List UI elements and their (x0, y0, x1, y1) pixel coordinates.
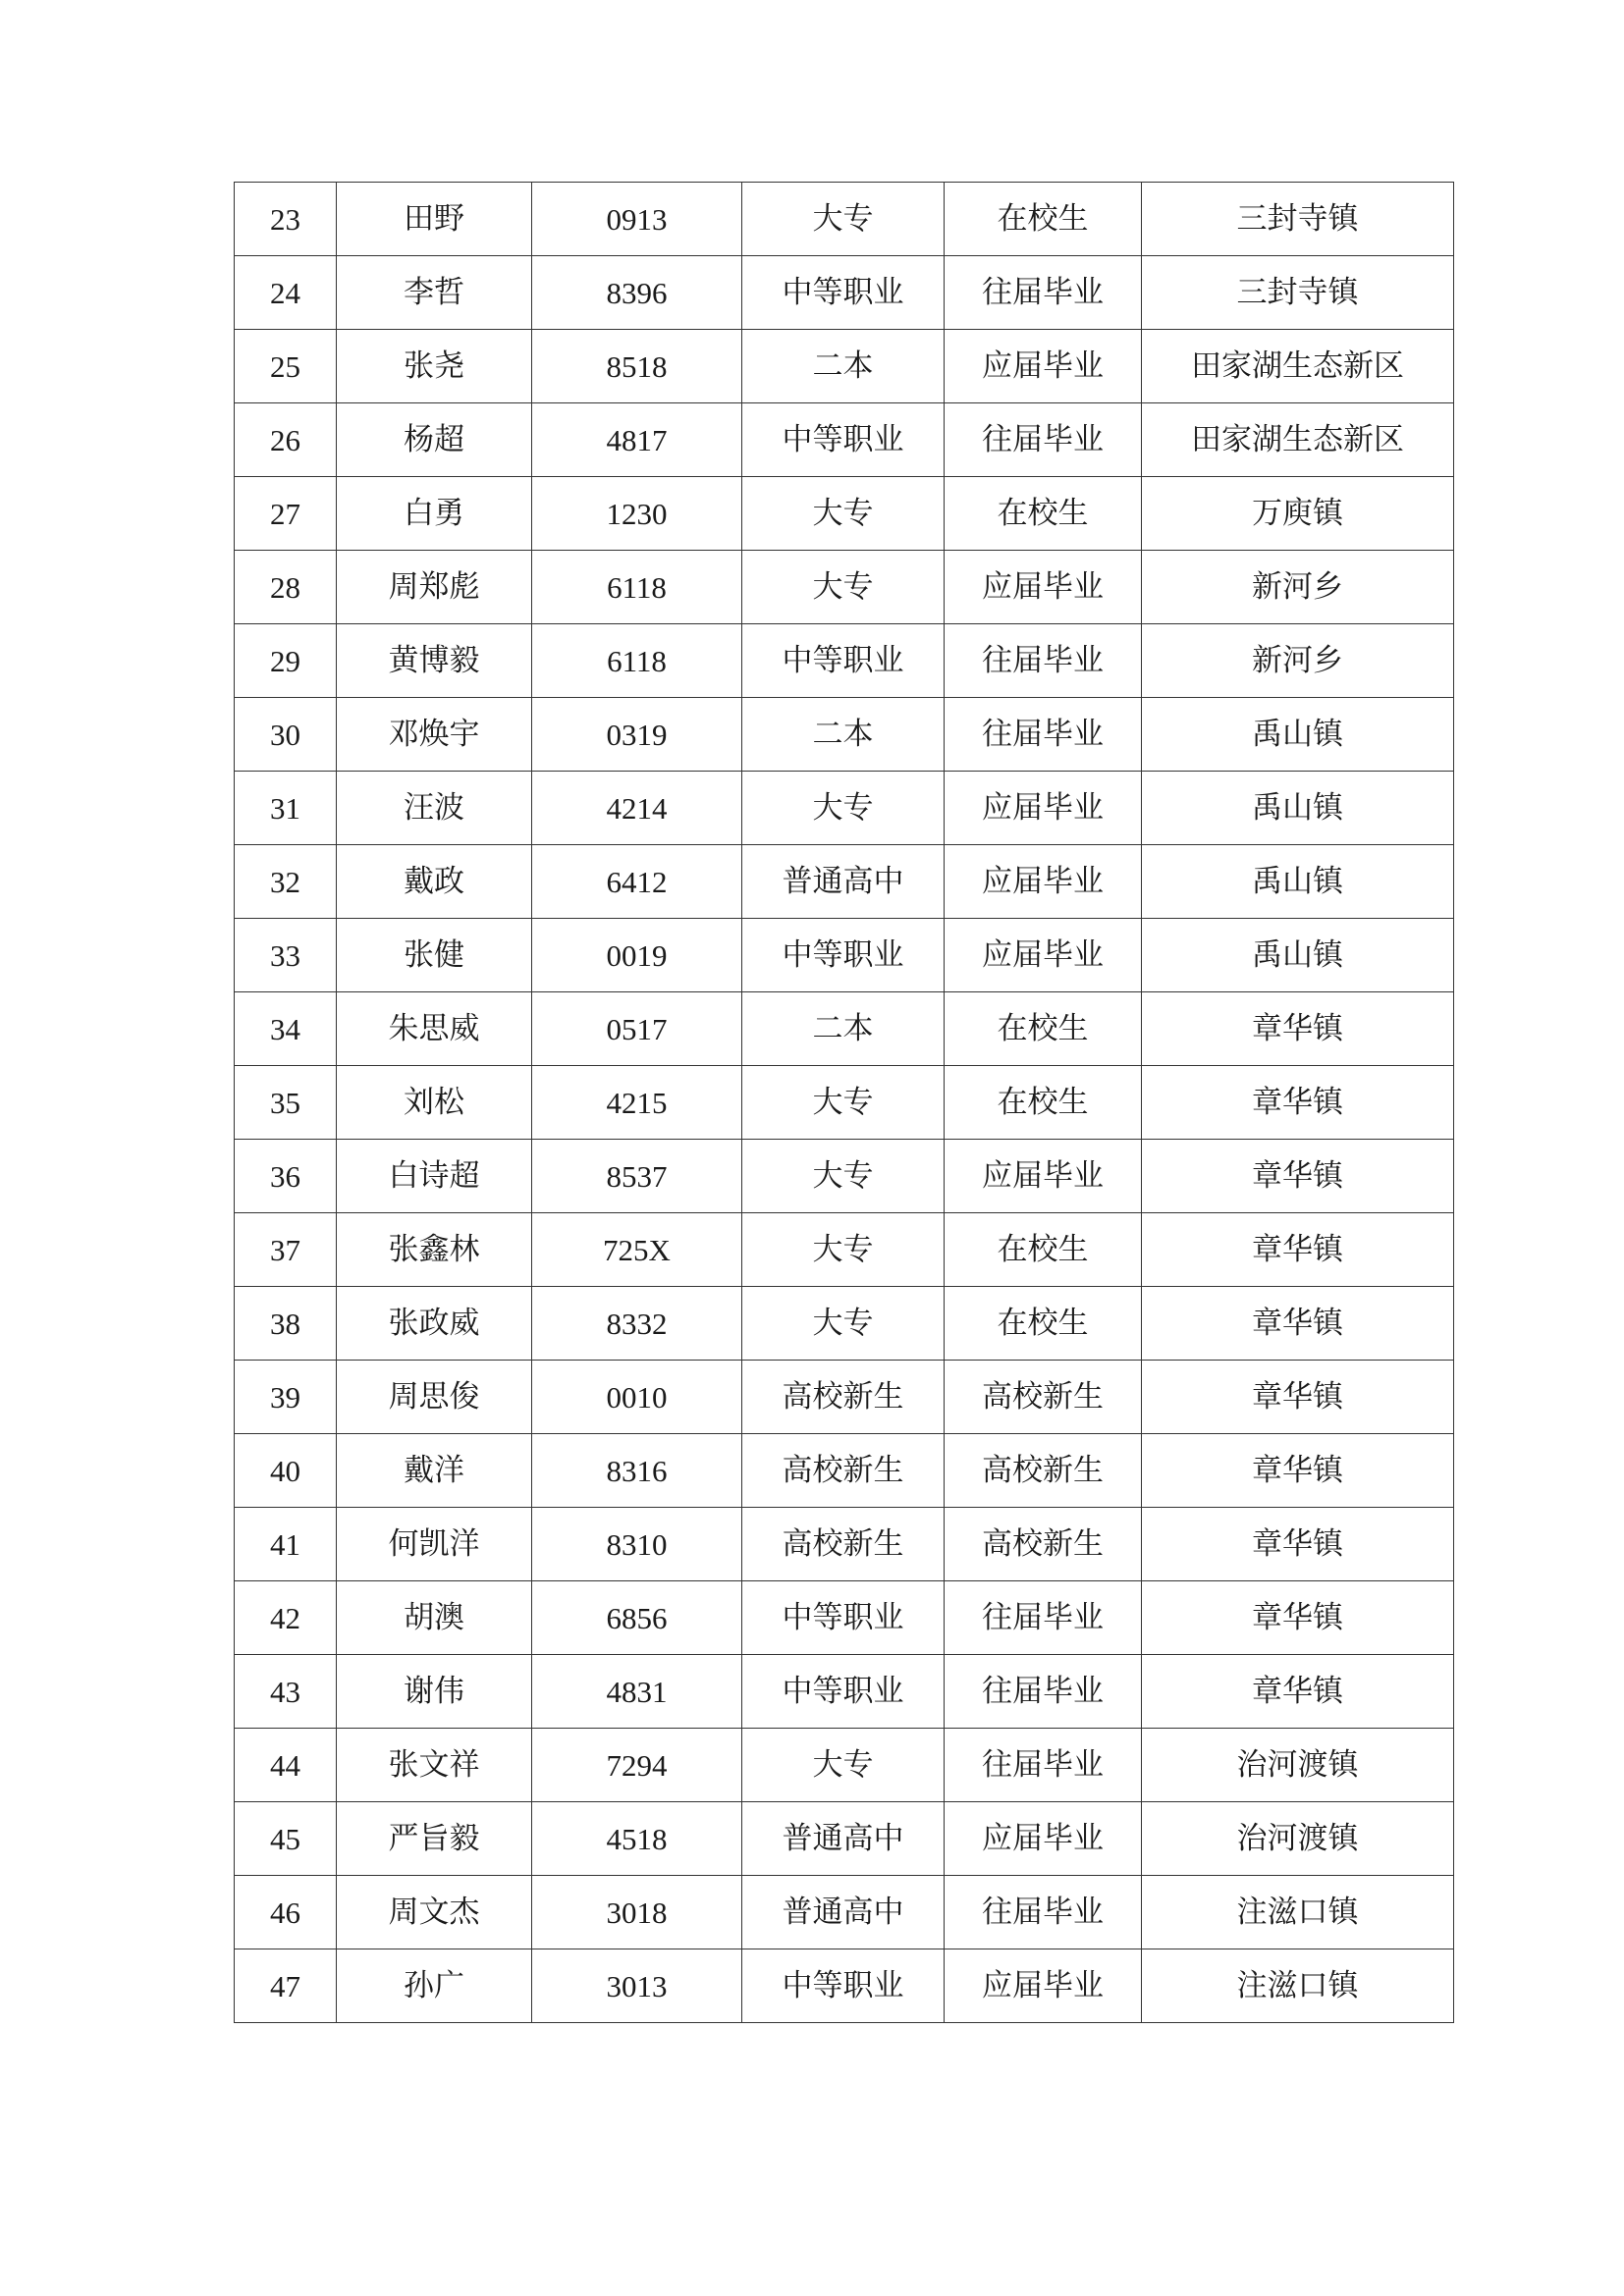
education-cell: 中等职业 (742, 1949, 945, 2023)
table-row (235, 1287, 1454, 1361)
education-cell: 高校新生 (742, 1508, 945, 1581)
name-cell: 刘松 (337, 1066, 532, 1140)
row-index-cell: 33 (235, 919, 337, 992)
table-row (235, 256, 1454, 330)
row-index-cell: 40 (235, 1434, 337, 1508)
table-row (235, 1729, 1454, 1802)
education-cell: 大专 (742, 183, 945, 256)
table-row (235, 1140, 1454, 1213)
row-index-cell: 46 (235, 1876, 337, 1949)
row-index-cell: 24 (235, 256, 337, 330)
location-cell: 禹山镇 (1142, 919, 1454, 992)
status-cell: 应届毕业 (945, 1949, 1142, 2023)
table-row (235, 1949, 1454, 2023)
row-index-cell: 37 (235, 1213, 337, 1287)
row-index-cell: 26 (235, 403, 337, 477)
education-cell: 中等职业 (742, 919, 945, 992)
name-cell: 李哲 (337, 256, 532, 330)
row-index-cell: 28 (235, 551, 337, 624)
location-cell: 章华镇 (1142, 1066, 1454, 1140)
education-cell: 大专 (742, 1287, 945, 1361)
name-cell: 张政威 (337, 1287, 532, 1361)
id-suffix-cell: 6856 (532, 1581, 742, 1655)
table-row (235, 1655, 1454, 1729)
status-cell: 应届毕业 (945, 1802, 1142, 1876)
name-cell: 黄博毅 (337, 624, 532, 698)
row-index-cell: 39 (235, 1361, 337, 1434)
status-cell: 高校新生 (945, 1361, 1142, 1434)
row-index-cell: 31 (235, 772, 337, 845)
education-cell: 高校新生 (742, 1361, 945, 1434)
location-cell: 注滋口镇 (1142, 1949, 1454, 2023)
education-cell: 二本 (742, 992, 945, 1066)
education-cell: 中等职业 (742, 403, 945, 477)
status-cell: 应届毕业 (945, 919, 1142, 992)
row-index-cell: 35 (235, 1066, 337, 1140)
status-cell: 在校生 (945, 183, 1142, 256)
status-cell: 往届毕业 (945, 1655, 1142, 1729)
id-suffix-cell: 4215 (532, 1066, 742, 1140)
status-cell: 往届毕业 (945, 1581, 1142, 1655)
education-cell: 二本 (742, 330, 945, 403)
name-cell: 邓焕宇 (337, 698, 532, 772)
id-suffix-cell: 8537 (532, 1140, 742, 1213)
location-cell: 三封寺镇 (1142, 183, 1454, 256)
table-row (235, 1508, 1454, 1581)
education-cell: 中等职业 (742, 1655, 945, 1729)
name-cell: 张健 (337, 919, 532, 992)
id-suffix-cell: 0517 (532, 992, 742, 1066)
table-row (235, 1434, 1454, 1508)
name-cell: 谢伟 (337, 1655, 532, 1729)
roster-table-body (235, 183, 1454, 2023)
education-cell: 大专 (742, 1066, 945, 1140)
row-index-cell: 34 (235, 992, 337, 1066)
table-row (235, 1581, 1454, 1655)
status-cell: 往届毕业 (945, 1729, 1142, 1802)
table-row (235, 624, 1454, 698)
location-cell: 章华镇 (1142, 1361, 1454, 1434)
row-index-cell: 41 (235, 1508, 337, 1581)
id-suffix-cell: 0019 (532, 919, 742, 992)
id-suffix-cell: 3013 (532, 1949, 742, 2023)
name-cell: 何凯洋 (337, 1508, 532, 1581)
location-cell: 章华镇 (1142, 1508, 1454, 1581)
id-suffix-cell: 6118 (532, 551, 742, 624)
id-suffix-cell: 4831 (532, 1655, 742, 1729)
table-row (235, 403, 1454, 477)
education-cell: 高校新生 (742, 1434, 945, 1508)
row-index-cell: 29 (235, 624, 337, 698)
id-suffix-cell: 4518 (532, 1802, 742, 1876)
location-cell: 禹山镇 (1142, 845, 1454, 919)
id-suffix-cell: 8518 (532, 330, 742, 403)
id-suffix-cell: 8396 (532, 256, 742, 330)
id-suffix-cell: 6118 (532, 624, 742, 698)
education-cell: 大专 (742, 772, 945, 845)
status-cell: 应届毕业 (945, 1140, 1142, 1213)
location-cell: 禹山镇 (1142, 772, 1454, 845)
education-cell: 中等职业 (742, 256, 945, 330)
row-index-cell: 42 (235, 1581, 337, 1655)
id-suffix-cell: 8316 (532, 1434, 742, 1508)
row-index-cell: 44 (235, 1729, 337, 1802)
table-row (235, 1213, 1454, 1287)
table-row (235, 919, 1454, 992)
status-cell: 往届毕业 (945, 403, 1142, 477)
location-cell: 注滋口镇 (1142, 1876, 1454, 1949)
education-cell: 二本 (742, 698, 945, 772)
location-cell: 田家湖生态新区 (1142, 330, 1454, 403)
status-cell: 应届毕业 (945, 772, 1142, 845)
row-index-cell: 43 (235, 1655, 337, 1729)
location-cell: 章华镇 (1142, 1140, 1454, 1213)
status-cell: 往届毕业 (945, 698, 1142, 772)
location-cell: 章华镇 (1142, 992, 1454, 1066)
id-suffix-cell: 0913 (532, 183, 742, 256)
location-cell: 治河渡镇 (1142, 1802, 1454, 1876)
education-cell: 大专 (742, 477, 945, 551)
name-cell: 白勇 (337, 477, 532, 551)
id-suffix-cell: 6412 (532, 845, 742, 919)
education-cell: 大专 (742, 551, 945, 624)
id-suffix-cell: 8332 (532, 1287, 742, 1361)
status-cell: 往届毕业 (945, 624, 1142, 698)
location-cell: 章华镇 (1142, 1655, 1454, 1729)
name-cell: 白诗超 (337, 1140, 532, 1213)
id-suffix-cell: 4817 (532, 403, 742, 477)
location-cell: 万庾镇 (1142, 477, 1454, 551)
id-suffix-cell: 4214 (532, 772, 742, 845)
education-cell: 普通高中 (742, 845, 945, 919)
name-cell: 杨超 (337, 403, 532, 477)
education-cell: 大专 (742, 1729, 945, 1802)
status-cell: 往届毕业 (945, 1876, 1142, 1949)
row-index-cell: 38 (235, 1287, 337, 1361)
row-index-cell: 47 (235, 1949, 337, 2023)
row-index-cell: 25 (235, 330, 337, 403)
row-index-cell: 27 (235, 477, 337, 551)
location-cell: 新河乡 (1142, 624, 1454, 698)
status-cell: 高校新生 (945, 1508, 1142, 1581)
name-cell: 胡澳 (337, 1581, 532, 1655)
education-cell: 大专 (742, 1140, 945, 1213)
education-cell: 大专 (742, 1213, 945, 1287)
name-cell: 张尧 (337, 330, 532, 403)
education-cell: 中等职业 (742, 624, 945, 698)
table-row (235, 772, 1454, 845)
table-row (235, 1876, 1454, 1949)
table-row (235, 992, 1454, 1066)
table-row (235, 1066, 1454, 1140)
row-index-cell: 30 (235, 698, 337, 772)
row-index-cell: 45 (235, 1802, 337, 1876)
location-cell: 章华镇 (1142, 1213, 1454, 1287)
table-row (235, 1802, 1454, 1876)
id-suffix-cell: 8310 (532, 1508, 742, 1581)
name-cell: 田野 (337, 183, 532, 256)
status-cell: 在校生 (945, 1287, 1142, 1361)
location-cell: 章华镇 (1142, 1581, 1454, 1655)
table-row (235, 551, 1454, 624)
location-cell: 三封寺镇 (1142, 256, 1454, 330)
table-row (235, 330, 1454, 403)
id-suffix-cell: 0010 (532, 1361, 742, 1434)
table-row (235, 183, 1454, 256)
name-cell: 汪波 (337, 772, 532, 845)
status-cell: 在校生 (945, 1213, 1142, 1287)
name-cell: 周思俊 (337, 1361, 532, 1434)
name-cell: 戴洋 (337, 1434, 532, 1508)
id-suffix-cell: 725X (532, 1213, 742, 1287)
name-cell: 周文杰 (337, 1876, 532, 1949)
location-cell: 治河渡镇 (1142, 1729, 1454, 1802)
table-row (235, 845, 1454, 919)
name-cell: 戴政 (337, 845, 532, 919)
location-cell: 新河乡 (1142, 551, 1454, 624)
row-index-cell: 36 (235, 1140, 337, 1213)
status-cell: 在校生 (945, 1066, 1142, 1140)
name-cell: 朱思威 (337, 992, 532, 1066)
id-suffix-cell: 3018 (532, 1876, 742, 1949)
status-cell: 在校生 (945, 992, 1142, 1066)
name-cell: 周郑彪 (337, 551, 532, 624)
location-cell: 章华镇 (1142, 1434, 1454, 1508)
education-cell: 中等职业 (742, 1581, 945, 1655)
status-cell: 往届毕业 (945, 256, 1142, 330)
table-row (235, 477, 1454, 551)
status-cell: 高校新生 (945, 1434, 1142, 1508)
education-cell: 普通高中 (742, 1876, 945, 1949)
location-cell: 章华镇 (1142, 1287, 1454, 1361)
name-cell: 张鑫林 (337, 1213, 532, 1287)
education-cell: 普通高中 (742, 1802, 945, 1876)
status-cell: 在校生 (945, 477, 1142, 551)
location-cell: 田家湖生态新区 (1142, 403, 1454, 477)
table-row (235, 698, 1454, 772)
status-cell: 应届毕业 (945, 330, 1142, 403)
status-cell: 应届毕业 (945, 845, 1142, 919)
id-suffix-cell: 1230 (532, 477, 742, 551)
row-index-cell: 32 (235, 845, 337, 919)
location-cell: 禹山镇 (1142, 698, 1454, 772)
name-cell: 孙广 (337, 1949, 532, 2023)
roster-table (234, 182, 1454, 2023)
name-cell: 张文祥 (337, 1729, 532, 1802)
status-cell: 应届毕业 (945, 551, 1142, 624)
table-row (235, 1361, 1454, 1434)
id-suffix-cell: 0319 (532, 698, 742, 772)
id-suffix-cell: 7294 (532, 1729, 742, 1802)
name-cell: 严旨毅 (337, 1802, 532, 1876)
row-index-cell: 23 (235, 183, 337, 256)
